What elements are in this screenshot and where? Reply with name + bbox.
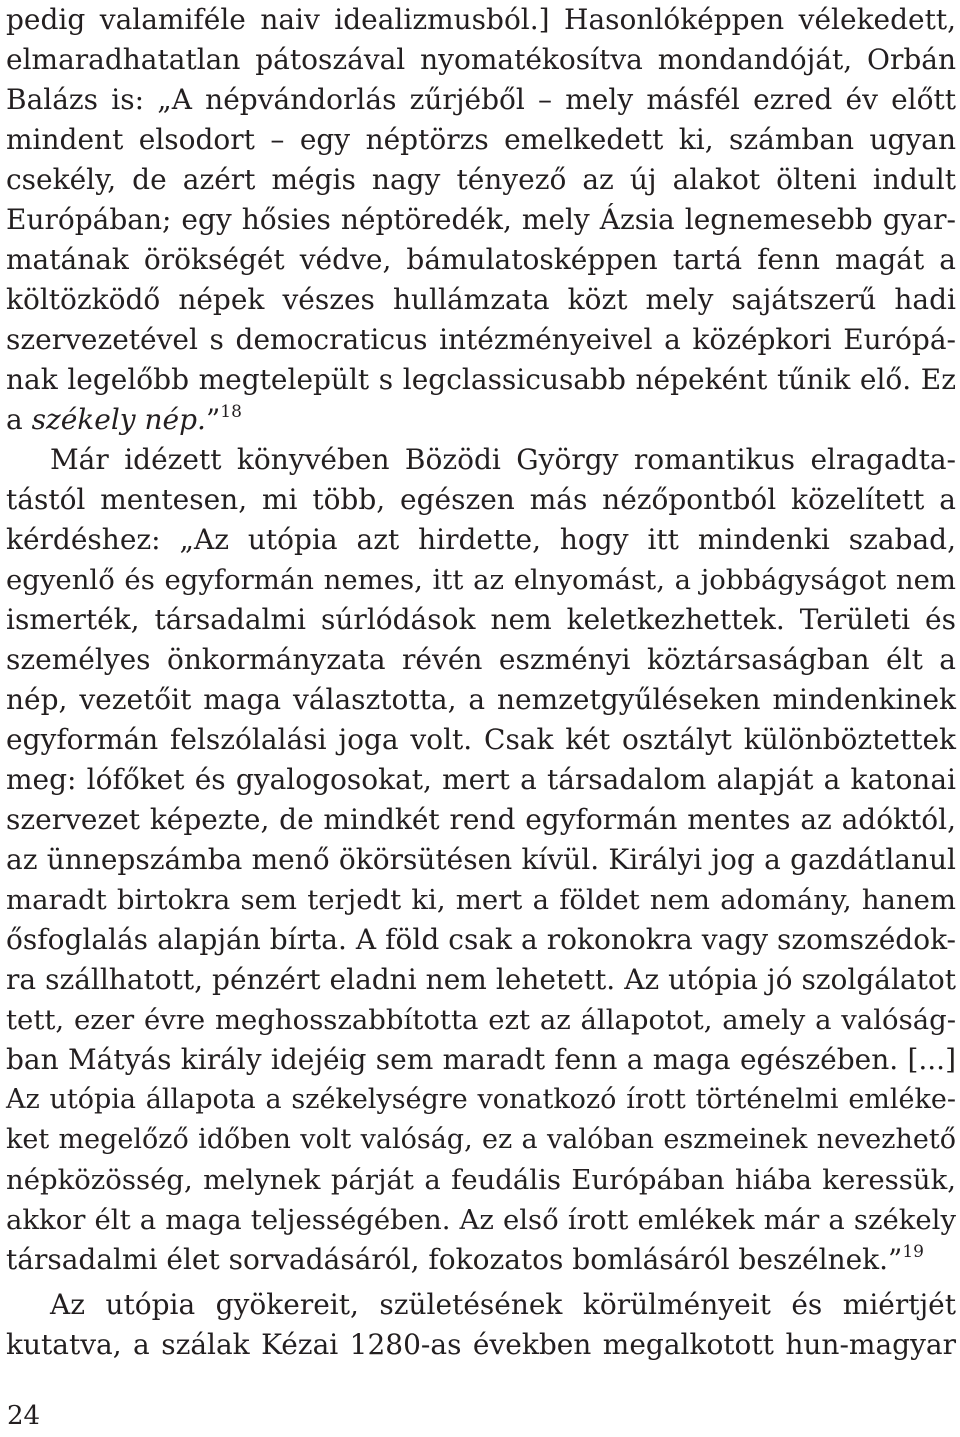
text-line: Az utópia állapota a székelységre vonatkozó írott történelmi emléke-: [6, 1084, 956, 1115]
text-line: pedig valamiféle naiv idealizmusból.] Hasonlóképpen vélekedett,: [6, 3, 956, 36]
text-line: maradt birtokra sem terjedt ki, mert a földet nem adomány, hanem: [6, 884, 956, 916]
closing-quote: ”: [205, 403, 221, 436]
footnote-marker-19: 19: [902, 1241, 924, 1262]
text-line: kérdéshez: „Az utópia azt hirdette, hogy itt mindenki szabad,: [6, 523, 956, 556]
text-line: mindent elsodort – egy néptörzs emelkedett ki, számban ugyan: [6, 123, 956, 156]
text-line: csekély, de azért mégis nagy tényező az új alakot ölteni indult: [6, 163, 956, 196]
text-line: tástól mentesen, mi több, egészen más nézőpontból közelített a: [6, 483, 956, 516]
footnote-marker-18: 18: [220, 401, 242, 422]
page-number: 24: [7, 1401, 41, 1431]
text-line: az ünnepszámba menő ökörsütésen kívül. Királyi jog a gazdátlanul: [6, 843, 956, 876]
text-line: ban Mátyás király idejéig sem maradt fenn a maga egészében. [...]: [6, 1043, 956, 1076]
text-line: kutatva, a szálak Kézai 1280-as években megalkotott hun-magyar: [6, 1328, 956, 1361]
text-line: költözködő népek vészes hullámzata közt mely sajátszerű hadi: [6, 283, 956, 316]
text-line: ket megelőző időben volt valóság, ez a valóban eszmeinek nevezhető: [6, 1124, 956, 1155]
text-line: Az utópia gyökereit, születésének körülményeit és miértjét: [50, 1288, 956, 1321]
text-line: egyformán felszólalási joga volt. Csak két osztályt különböztettek: [6, 723, 956, 756]
text-line: nak legelőbb megtelepült s legclassicusabb népeként tűnik elő. Ez: [6, 363, 956, 396]
text-line: akkor élt a maga teljességében. Az első írott emlékek már a székely: [6, 1204, 956, 1236]
text-line: tett, ezer évre meghosszabbította ezt az állapotot, amely a valóság-: [6, 1004, 956, 1036]
text-line: Balázs is: „A népvándorlás zűrjéből – mely másfél ezred év előtt: [6, 83, 956, 116]
text-line: nép, vezetőit maga választotta, a nemzetgyűléseken mindenkinek: [6, 683, 956, 716]
text-line: ismerték, társadalmi súrlódások nem keletkezhettek. Területi és: [6, 603, 956, 636]
text-line: Már idézett könyvében Bözödi György romantikus elragadta-: [50, 443, 956, 476]
text-line: matának örökségét védve, bámulatosképpen tartá fenn magát a: [6, 243, 956, 276]
text-line-with-footnote: [6, 400, 242, 440]
text-line: elmaradhatatlan pátoszával nyomatékosítva mondandóját, Orbán: [6, 43, 956, 76]
text-line-with-footnote: [6, 1240, 924, 1280]
text-line: szervezetével s democraticus intézményeivel a középkori Európá-: [6, 323, 956, 356]
line-prefix: a: [6, 403, 32, 436]
text-line: egyenlő és egyformán nemes, itt az elnyomást, a jobbágyságot nem: [6, 564, 956, 596]
text-line: személyes önkormányzata révén eszményi köztársaságban élt a: [6, 643, 956, 676]
text-line: szervezet képezte, de mindkét rend egyformán mentes az adóktól,: [6, 803, 956, 836]
italic-phrase: székely nép.: [31, 403, 206, 436]
text-line: meg: lófőket és gyalogosokat, mert a társadalom alapját a katonai: [6, 763, 956, 796]
text-line: népközösség, melynek párját a feudális Európában hiába keressük,: [6, 1164, 956, 1196]
text-line: ősfoglalás alapján bírta. A föld csak a rokonokra vagy szomszédok-: [6, 923, 956, 956]
text-line: ra szállhatott, pénzért eladni nem lehetett. Az utópia jó szolgálatot: [6, 963, 956, 996]
text-line: Európában; egy hősies néptöredék, mely Ázsia legnemesebb gyar-: [6, 203, 956, 236]
line-text: társadalmi élet sorvadásáról, fokozatos bomlásáról beszélnek.”: [6, 1243, 903, 1276]
